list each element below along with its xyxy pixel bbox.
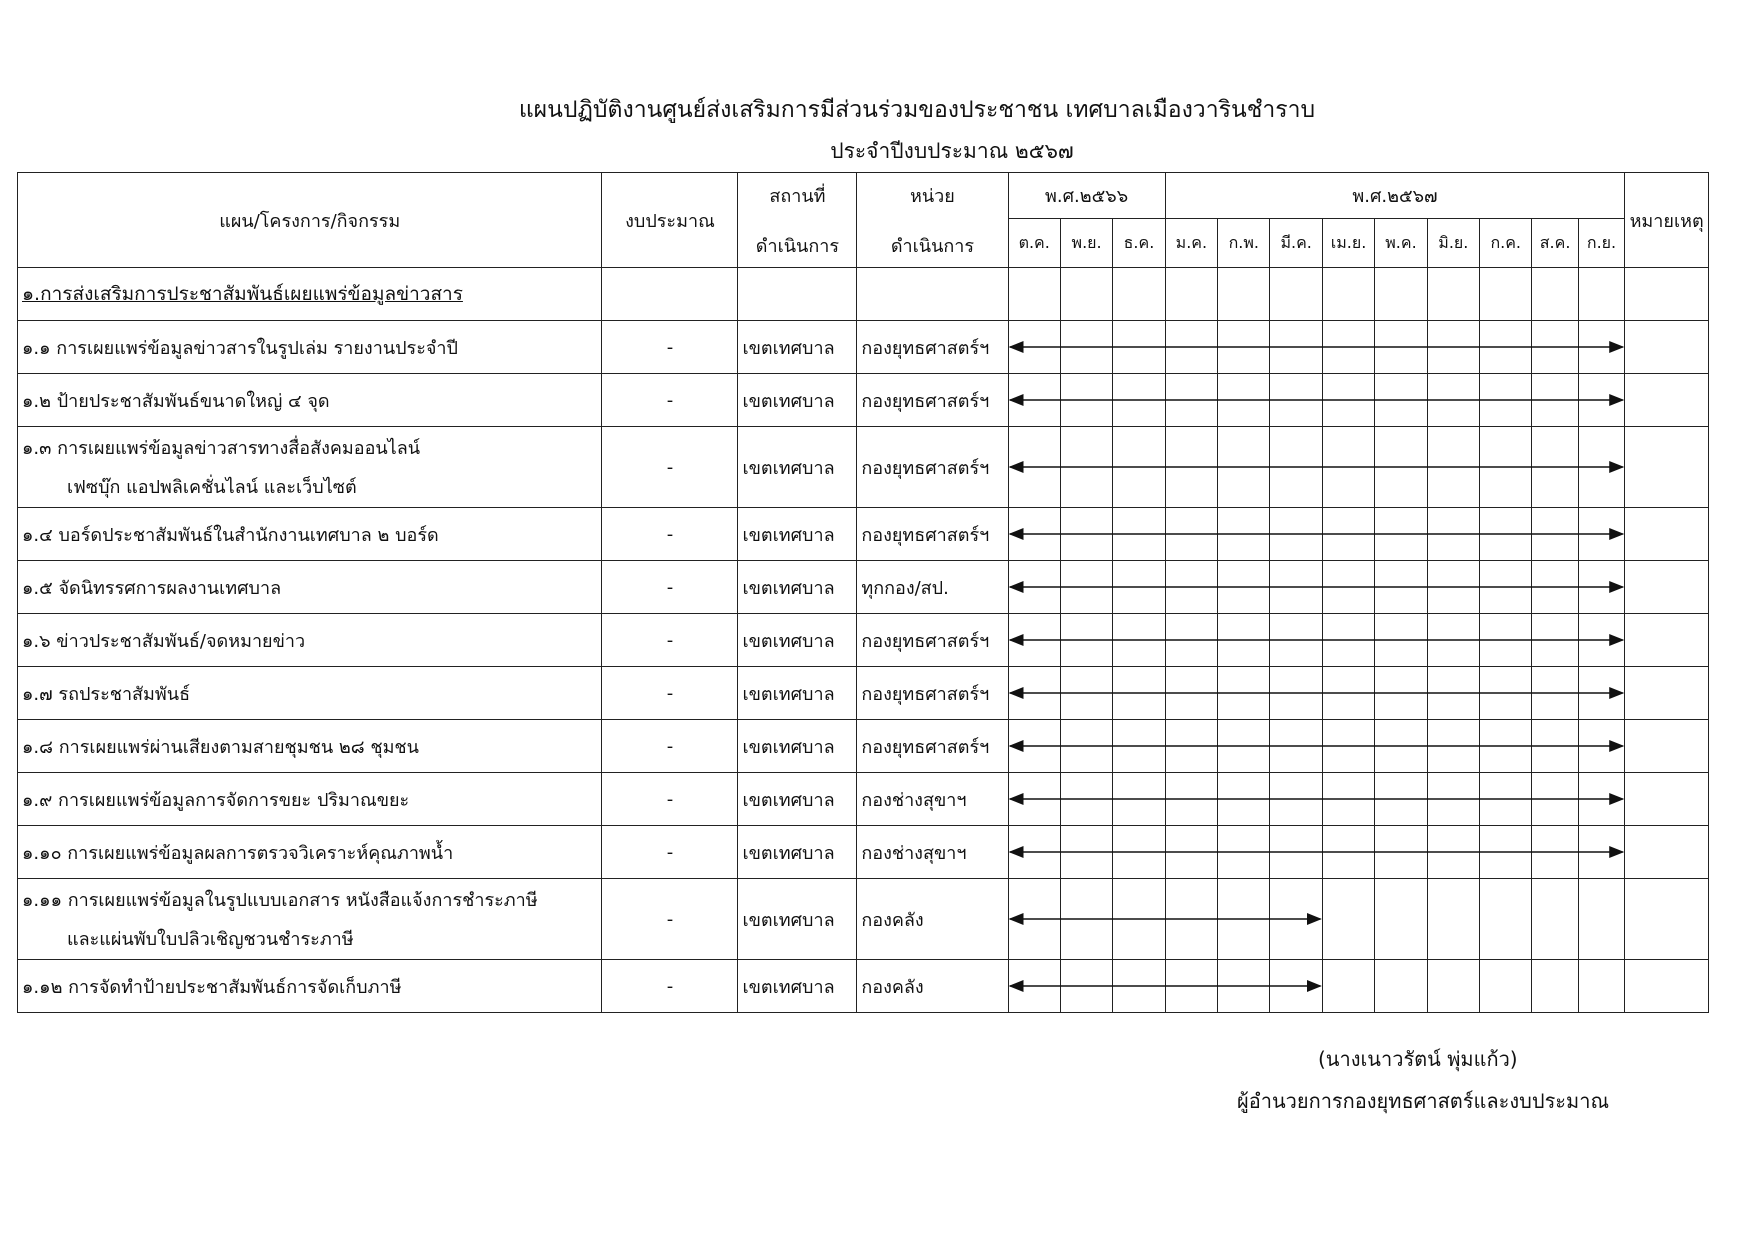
month-header: ธ.ค.	[1113, 219, 1165, 268]
remark-cell	[1625, 879, 1709, 960]
budget-cell: -	[602, 561, 738, 614]
month-cell	[1375, 826, 1427, 879]
unit-cell: กองช่างสุขาฯ	[857, 773, 1008, 826]
month-cell	[1270, 960, 1322, 1013]
activity-cell	[18, 826, 602, 879]
remark-cell	[1625, 614, 1709, 667]
place-cell: เขตเทศบาล	[738, 374, 857, 427]
budget-cell: -	[602, 960, 738, 1013]
table-row	[18, 427, 1709, 508]
month-cell	[1322, 321, 1374, 374]
month-cell	[1008, 374, 1060, 427]
section-title: ๑.การส่งเสริมการประชาสัมพันธ์เผยแพร่ข้อมูลข่าวสาร	[18, 268, 602, 321]
empty-cell	[1625, 268, 1709, 321]
month-cell	[1532, 720, 1578, 773]
month-cell	[1578, 879, 1624, 960]
table-row	[18, 374, 1709, 427]
activity-text: ๑.๑๐ การเผยแพร่ข้อมูลผลการตรวจวิเคราะห์คุณภาพน้ำ	[22, 842, 454, 864]
activity-cell	[18, 667, 602, 720]
month-cell	[1322, 960, 1374, 1013]
month-cell	[1060, 720, 1112, 773]
month-cell	[1532, 960, 1578, 1013]
month-header: ม.ค.	[1165, 219, 1217, 268]
month-cell	[1165, 508, 1217, 561]
activity-text: ๑.๕ จัดนิทรรศการผลงานเทศบาล	[22, 577, 282, 599]
month-header: มี.ค.	[1270, 219, 1322, 268]
month-cell	[1480, 879, 1532, 960]
remark-cell	[1625, 826, 1709, 879]
month-cell	[1218, 374, 1270, 427]
month-cell	[1218, 508, 1270, 561]
month-cell	[1480, 374, 1532, 427]
remark-cell	[1625, 773, 1709, 826]
month-cell	[1270, 826, 1322, 879]
month-cell	[1113, 374, 1165, 427]
month-cell	[1060, 427, 1112, 508]
table-row	[18, 614, 1709, 667]
header-year-2566: พ.ศ.๒๕๖๖	[1008, 173, 1165, 219]
empty-cell	[1532, 268, 1578, 321]
month-header: เม.ย.	[1322, 219, 1374, 268]
activity-text: ๑.๓ การเผยแพร่ข้อมูลข่าวสารทางสื่อสังคมออนไลน์	[22, 438, 421, 459]
budget-cell: -	[602, 879, 738, 960]
month-cell	[1113, 826, 1165, 879]
activity-text: ๑.๔ บอร์ดประชาสัมพันธ์ในสำนักงานเทศบาล ๒ บอร์ด	[22, 524, 439, 546]
month-cell	[1008, 321, 1060, 374]
month-cell	[1218, 720, 1270, 773]
month-cell	[1113, 427, 1165, 508]
month-cell	[1113, 773, 1165, 826]
month-cell	[1322, 614, 1374, 667]
month-cell	[1427, 826, 1479, 879]
month-cell	[1008, 960, 1060, 1013]
remark-cell	[1625, 427, 1709, 508]
month-cell	[1427, 508, 1479, 561]
month-cell	[1578, 427, 1624, 508]
place-cell: เขตเทศบาล	[738, 561, 857, 614]
month-cell	[1322, 374, 1374, 427]
month-cell	[1060, 321, 1112, 374]
month-cell	[1480, 667, 1532, 720]
month-cell	[1375, 427, 1427, 508]
month-cell	[1375, 773, 1427, 826]
signatory-name: (นางเนาวรัตน์ พุ่มแก้ว)	[1318, 1047, 1518, 1071]
activity-text: ๑.๖ ข่าวประชาสัมพันธ์/จดหมายข่าว	[22, 630, 306, 652]
month-cell	[1427, 427, 1479, 508]
month-cell	[1113, 667, 1165, 720]
month-cell	[1375, 321, 1427, 374]
month-cell	[1060, 561, 1112, 614]
month-cell	[1113, 960, 1165, 1013]
month-cell	[1165, 826, 1217, 879]
month-cell	[1375, 879, 1427, 960]
month-cell	[1532, 508, 1578, 561]
page-title: แผนปฏิบัติงานศูนย์ส่งเสริมการมีส่วนร่วมของประชาชน เทศบาลเมืองวารินชำราบ	[518, 97, 1316, 123]
month-cell	[1322, 879, 1374, 960]
month-header: ส.ค.	[1532, 219, 1578, 268]
month-cell	[1008, 667, 1060, 720]
month-cell	[1008, 561, 1060, 614]
unit-cell: กองยุทธศาสตร์ฯ	[857, 321, 1008, 374]
month-cell	[1165, 427, 1217, 508]
month-cell	[1008, 508, 1060, 561]
month-cell	[1375, 374, 1427, 427]
month-cell	[1427, 879, 1479, 960]
month-cell	[1060, 826, 1112, 879]
activity-cell	[18, 427, 602, 508]
month-cell	[1165, 321, 1217, 374]
month-cell	[1165, 667, 1217, 720]
month-cell	[1218, 773, 1270, 826]
month-cell	[1165, 561, 1217, 614]
month-cell	[1218, 826, 1270, 879]
empty-cell	[1375, 268, 1427, 321]
month-cell	[1578, 561, 1624, 614]
month-cell	[1008, 614, 1060, 667]
month-cell	[1578, 374, 1624, 427]
month-cell	[1270, 879, 1322, 960]
empty-cell	[1322, 268, 1374, 321]
budget-cell: -	[602, 508, 738, 561]
month-cell	[1218, 321, 1270, 374]
month-cell	[1270, 508, 1322, 561]
activity-text: ๑.๑๑ การเผยแพร่ข้อมูลในรูปแบบเอกสาร หนังสือแจ้งการชำระภาษี	[22, 890, 538, 911]
month-cell	[1578, 773, 1624, 826]
activity-cell	[18, 614, 602, 667]
empty-cell	[1427, 268, 1479, 321]
page-subtitle: ประจำปีงบประมาณ ๒๕๖๗	[830, 139, 1074, 163]
month-header: ก.ค.	[1480, 219, 1532, 268]
month-cell	[1270, 773, 1322, 826]
header-place	[738, 173, 857, 268]
place-cell: เขตเทศบาล	[738, 879, 857, 960]
month-cell	[1165, 960, 1217, 1013]
table-row	[18, 773, 1709, 826]
month-cell	[1270, 561, 1322, 614]
table-row	[18, 321, 1709, 374]
month-cell	[1427, 773, 1479, 826]
place-cell: เขตเทศบาล	[738, 720, 857, 773]
activity-cell	[18, 321, 602, 374]
remark-cell	[1625, 321, 1709, 374]
month-header: ก.ย.	[1578, 219, 1624, 268]
unit-cell: กองยุทธศาสตร์ฯ	[857, 427, 1008, 508]
month-cell	[1532, 374, 1578, 427]
unit-cell: กองยุทธศาสตร์ฯ	[857, 720, 1008, 773]
month-cell	[1060, 667, 1112, 720]
empty-cell	[1270, 268, 1322, 321]
activity-text: ๑.๑ การเผยแพร่ข้อมูลข่าวสารในรูปเล่ม รายงานประจำปี	[22, 337, 458, 359]
place-cell: เขตเทศบาล	[738, 321, 857, 374]
month-cell	[1578, 826, 1624, 879]
unit-cell: กองคลัง	[857, 960, 1008, 1013]
budget-cell: -	[602, 720, 738, 773]
month-cell	[1270, 720, 1322, 773]
month-cell	[1008, 826, 1060, 879]
month-cell	[1532, 773, 1578, 826]
month-header: ต.ค.	[1008, 219, 1060, 268]
month-cell	[1270, 374, 1322, 427]
budget-cell: -	[602, 614, 738, 667]
header-unit-line2: ดำเนินการ	[890, 235, 975, 257]
month-cell	[1113, 879, 1165, 960]
month-cell	[1270, 321, 1322, 374]
month-cell	[1218, 960, 1270, 1013]
header-remark: หมายเหตุ	[1625, 173, 1709, 268]
table-row	[18, 826, 1709, 879]
budget-cell: -	[602, 826, 738, 879]
month-cell	[1218, 667, 1270, 720]
place-cell: เขตเทศบาล	[738, 508, 857, 561]
month-cell	[1165, 773, 1217, 826]
month-cell	[1532, 879, 1578, 960]
month-cell	[1427, 960, 1479, 1013]
place-cell: เขตเทศบาล	[738, 614, 857, 667]
activity-cell	[18, 879, 602, 960]
month-cell	[1322, 826, 1374, 879]
month-cell	[1113, 508, 1165, 561]
empty-cell	[857, 268, 1008, 321]
empty-cell	[1060, 268, 1112, 321]
activity-text: ๑.๙ การเผยแพร่ข้อมูลการจัดการขยะ ปริมาณขยะ	[22, 789, 410, 811]
remark-cell	[1625, 667, 1709, 720]
budget-cell: -	[602, 667, 738, 720]
place-cell: เขตเทศบาล	[738, 826, 857, 879]
month-cell	[1427, 614, 1479, 667]
remark-cell	[1625, 960, 1709, 1013]
month-cell	[1008, 427, 1060, 508]
empty-cell	[1578, 268, 1624, 321]
header-year-2567: พ.ศ.๒๕๖๗	[1165, 173, 1625, 219]
table-row	[18, 720, 1709, 773]
remark-cell	[1625, 561, 1709, 614]
month-cell	[1375, 561, 1427, 614]
header-budget: งบประมาณ	[602, 173, 738, 268]
unit-cell: กองช่างสุขาฯ	[857, 826, 1008, 879]
month-cell	[1427, 720, 1479, 773]
month-header: พ.ค.	[1375, 219, 1427, 268]
place-cell: เขตเทศบาล	[738, 427, 857, 508]
month-cell	[1480, 614, 1532, 667]
activity-cell	[18, 720, 602, 773]
table-row	[18, 960, 1709, 1013]
month-cell	[1480, 561, 1532, 614]
month-cell	[1218, 614, 1270, 667]
unit-cell: กองยุทธศาสตร์ฯ	[857, 614, 1008, 667]
month-cell	[1427, 321, 1479, 374]
month-cell	[1322, 773, 1374, 826]
month-cell	[1008, 773, 1060, 826]
month-cell	[1165, 720, 1217, 773]
unit-cell: ทุกกอง/สป.	[857, 561, 1008, 614]
month-cell	[1375, 667, 1427, 720]
month-cell	[1322, 561, 1374, 614]
empty-cell	[1218, 268, 1270, 321]
month-cell	[1427, 667, 1479, 720]
header-place-line2: ดำเนินการ	[755, 235, 840, 257]
empty-cell	[1165, 268, 1217, 321]
remark-cell	[1625, 508, 1709, 561]
month-cell	[1427, 561, 1479, 614]
header-unit	[857, 173, 1008, 268]
month-cell	[1578, 960, 1624, 1013]
month-cell	[1532, 427, 1578, 508]
empty-cell	[738, 268, 857, 321]
month-cell	[1060, 374, 1112, 427]
month-cell	[1375, 614, 1427, 667]
month-cell	[1532, 667, 1578, 720]
month-cell	[1113, 614, 1165, 667]
empty-cell	[602, 268, 738, 321]
activity-cell	[18, 960, 602, 1013]
month-cell	[1480, 960, 1532, 1013]
month-cell	[1375, 720, 1427, 773]
month-cell	[1060, 879, 1112, 960]
table-row	[18, 508, 1709, 561]
month-cell	[1270, 427, 1322, 508]
table-row	[18, 879, 1709, 960]
month-cell	[1480, 427, 1532, 508]
month-cell	[1578, 508, 1624, 561]
signatory-position: ผู้อำนวยการกองยุทธศาสตร์และงบประมาณ	[1237, 1089, 1610, 1113]
budget-cell: -	[602, 773, 738, 826]
month-header: พ.ย.	[1060, 219, 1112, 268]
month-cell	[1218, 427, 1270, 508]
month-header: มิ.ย.	[1427, 219, 1479, 268]
month-cell	[1375, 960, 1427, 1013]
budget-cell: -	[602, 427, 738, 508]
month-cell	[1578, 321, 1624, 374]
empty-cell	[1008, 268, 1060, 321]
month-cell	[1480, 508, 1532, 561]
empty-cell	[1480, 268, 1532, 321]
activity-text: ๑.๒ ป้ายประชาสัมพันธ์ขนาดใหญ่ ๔ จุด	[22, 390, 330, 412]
month-cell	[1322, 427, 1374, 508]
activity-cell	[18, 773, 602, 826]
month-cell	[1060, 508, 1112, 561]
month-cell	[1578, 667, 1624, 720]
activity-text: ๑.๑๒ การจัดทำป้ายประชาสัมพันธ์การจัดเก็บภาษี	[22, 976, 402, 998]
table-row	[18, 667, 1709, 720]
month-cell	[1427, 374, 1479, 427]
month-cell	[1532, 826, 1578, 879]
header-unit-line1: หน่วย	[910, 185, 955, 207]
month-cell	[1270, 614, 1322, 667]
unit-cell: กองคลัง	[857, 879, 1008, 960]
month-cell	[1532, 561, 1578, 614]
month-cell	[1270, 667, 1322, 720]
month-cell	[1008, 879, 1060, 960]
month-cell	[1165, 879, 1217, 960]
month-cell	[1060, 960, 1112, 1013]
month-cell	[1218, 879, 1270, 960]
activity-cell	[18, 508, 602, 561]
activity-cell	[18, 374, 602, 427]
month-cell	[1532, 321, 1578, 374]
month-cell	[1322, 508, 1374, 561]
budget-cell: -	[602, 374, 738, 427]
month-cell	[1532, 614, 1578, 667]
remark-cell	[1625, 374, 1709, 427]
unit-cell: กองยุทธศาสตร์ฯ	[857, 374, 1008, 427]
activity-text: ๑.๘ การเผยแพร่ผ่านเสียงตามสายชุมชน ๒๘ ชุมชน	[22, 736, 419, 758]
remark-cell	[1625, 720, 1709, 773]
month-cell	[1480, 826, 1532, 879]
month-cell	[1165, 614, 1217, 667]
header-activity: แผน/โครงการ/กิจกรรม	[18, 173, 602, 268]
month-cell	[1113, 321, 1165, 374]
budget-cell: -	[602, 321, 738, 374]
month-cell	[1480, 720, 1532, 773]
month-cell	[1165, 374, 1217, 427]
month-cell	[1578, 720, 1624, 773]
activity-text-line2: เฟซบุ๊ก แอปพลิเคชั่นไลน์ และเว็บไซต์	[67, 477, 357, 498]
unit-cell: กองยุทธศาสตร์ฯ	[857, 667, 1008, 720]
table-row	[18, 561, 1709, 614]
month-cell	[1322, 720, 1374, 773]
activity-cell	[18, 561, 602, 614]
place-cell: เขตเทศบาล	[738, 773, 857, 826]
place-cell: เขตเทศบาล	[738, 667, 857, 720]
month-cell	[1218, 561, 1270, 614]
month-cell	[1113, 720, 1165, 773]
header-place-line1: สถานที่	[769, 185, 826, 207]
month-cell	[1375, 508, 1427, 561]
month-cell	[1060, 614, 1112, 667]
month-cell	[1060, 773, 1112, 826]
activity-text: ๑.๗ รถประชาสัมพันธ์	[22, 683, 191, 705]
month-cell	[1322, 667, 1374, 720]
place-cell: เขตเทศบาล	[738, 960, 857, 1013]
plan-table	[17, 172, 1709, 1013]
month-cell	[1008, 720, 1060, 773]
month-cell	[1578, 614, 1624, 667]
empty-cell	[1113, 268, 1165, 321]
month-cell	[1480, 773, 1532, 826]
unit-cell: กองยุทธศาสตร์ฯ	[857, 508, 1008, 561]
month-cell	[1480, 321, 1532, 374]
month-cell	[1113, 561, 1165, 614]
month-header: ก.พ.	[1218, 219, 1270, 268]
activity-text-line2: และแผ่นพับใบปลิวเชิญชวนชำระภาษี	[67, 929, 354, 950]
